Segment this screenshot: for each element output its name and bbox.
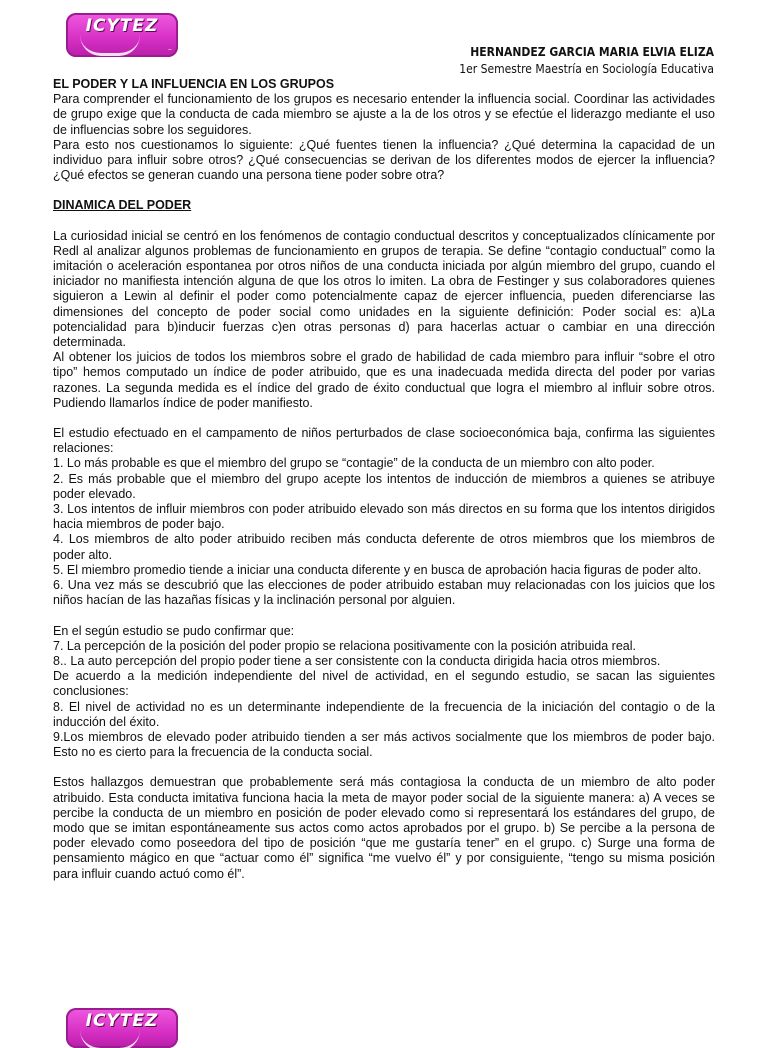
dinamica-paragraph-2: Al obtener los juicios de todos los miembros sobre el grado de habilidad de cada miembro para influir “sobre el otro tipo” hemos computado un índice de poder atribuido, que es una inadecuada medida directa del poder por varias razones. La segunda medida es el índice del grado de éxito conductual que logra el miembro al influir sobre otros. Pudiendo llamarlos índice de poder manifiesto. bbox=[53, 350, 715, 410]
estudio-intro: El estudio efectuado en el campamento de niños perturbados de clase socioeconómica baja, confirma las siguientes relaciones: bbox=[53, 426, 715, 456]
logo-text: ICYTEZ bbox=[85, 1011, 159, 1031]
relacion-item: 5. El miembro promedio tiende a iniciar una conducta diferente y en busca de aprobación hacia figuras de poder alto. bbox=[53, 562, 702, 577]
icytez-logo-footer bbox=[66, 1008, 178, 1048]
relacion-item: 2. Es más probable que el miembro del grupo acepte los intentos de inducción de miembros a quienes se atribuye poder elevado. bbox=[53, 471, 715, 501]
section-title: DINAMICA DEL PODER bbox=[53, 198, 192, 213]
icytez-logo bbox=[66, 13, 178, 57]
conclusion-paragraph: Estos hallazgos demuestran que probablemente será más contagiosa la conducta de un miembro de alto poder atribuido. Esta conducta imitativa funciona hacia la meta de mayor poder social de la siguiente manera: a) A veces se percibe la conducta de un miembro en posición de poder elevado como si representará los estándares del grupo, de modo que se imitan espontáneamente sus actos como actos aprobados por el grupo. b) Se percibe a la persona de poder elevado como poseedora del tipo de posición “que me gustaría tener” en el grupo. c) Surge una forma de pensamiento mágico en que “actuar como él” significa “me vuelvo él” y por consiguiente, “tengo su misma posición para influir cuando actuó como él”. bbox=[53, 775, 715, 881]
relacion-item: 4. Los miembros de alto poder atribuido reciben más conducta deferente de otros miembros que los miembros de poder alto. bbox=[53, 532, 715, 562]
segundo-estudio-line: 9.Los miembros de elevado poder atribuido tienden a ser más activos socialmente que los miembros de poder bajo. Esto no es cierto para la frecuencia de la conducta social. bbox=[53, 729, 715, 760]
segundo-estudio-line: En el según estudio se pudo confirmar que: bbox=[53, 623, 295, 638]
segundo-estudio-line: 7. La percepción de la posición del poder propio se relaciona positivamente con la posición atribuida real. bbox=[53, 638, 637, 653]
intro-paragraph-1: Para comprender el funcionamiento de los grupos es necesario entender la influencia social. Coordinar las actividades de grupo exige que la conducta de cada miembro se ajuste a la de los otros y se efectúe el liderazgo mediante el uso de influencias sobre los seguidores. bbox=[53, 92, 715, 137]
relacion-item: 3. Los intentos de influir miembros con poder atribuido elevado son más directos en su forma que los intentos dirigidos hacia miembros de poder bajo. bbox=[53, 502, 715, 532]
dinamica-paragraph-1: La curiosidad inicial se centró en los fenómenos de contagio conductual descritos y conceptualizados clínicamente por Redl al analizar algunos problemas de funcionamiento en grupos de terapia. Se define “contagio conductual” como la imitación o aceleración espontanea por otros niños de una conducta iniciada por algún miembro del grupo, cuando el iniciador no manifiesta intención alguna de que los otros lo imiten. La obra de Festinger y sus colaboradores quienes siguieron a Lewin al definir el poder como potencialmente capaz de ejercer influencia, pueden diferenciarse las dimensiones del concepto de poder social como unidades en la siguiente definición: Poder social es: a)La potencialidad para b)inducir fuerzas c)en otras personas d) para hacerlas actuar o cambiar en una dirección determinada. bbox=[53, 228, 715, 350]
intro-paragraph-2: Para esto nos cuestionamos lo siguiente: ¿Qué fuentes tienen la influencia? ¿Qué determina la capacidad de un individuo para influir sobre otros? ¿Qué consecuencias se derivan de los diferentes modos de ejercer la influencia? ¿Qué efectos se generan cuando una persona tiene poder sobre otra? bbox=[53, 137, 715, 183]
document-body bbox=[53, 77, 715, 882]
document-title: EL PODER Y LA INFLUENCIA EN LOS GRUPOS bbox=[53, 77, 335, 91]
document-header bbox=[459, 44, 714, 78]
logo-text: ICYTEZ bbox=[85, 16, 159, 36]
logo-swoosh bbox=[80, 35, 140, 56]
logo-subtext: ~ bbox=[167, 47, 172, 53]
segundo-estudio-line: 8.. La auto percepción del propio poder tiene a ser consistente con la conducta dirigida hacia otros miembros. bbox=[53, 653, 661, 668]
relacion-item: 6. Una vez más se descubrió que las elecciones de poder atribuido estaban muy relacionadas con los juicios que los niños hacían de las hazañas físicas y la inclinación personal por alguien. bbox=[53, 578, 715, 608]
program-name: 1er Semestre Maestría en Sociología Educativa bbox=[459, 62, 714, 76]
author-name: HERNANDEZ GARCIA MARIA ELVIA ELIZA bbox=[470, 45, 714, 59]
segundo-estudio-line: 8. El nivel de actividad no es un determinante independiente de la frecuencia de la iniciación del contagio o de la inducción del éxito. bbox=[53, 699, 715, 729]
relacion-item: 1. Lo más probable es que el miembro del grupo se “contagie” de la conducta de un miembro con alto poder. bbox=[53, 456, 655, 471]
logo-swoosh bbox=[80, 1030, 140, 1048]
segundo-estudio-line: De acuerdo a la medición independiente del nivel de actividad, en el segundo estudio, se sacan las siguientes conclusiones: bbox=[53, 669, 715, 699]
